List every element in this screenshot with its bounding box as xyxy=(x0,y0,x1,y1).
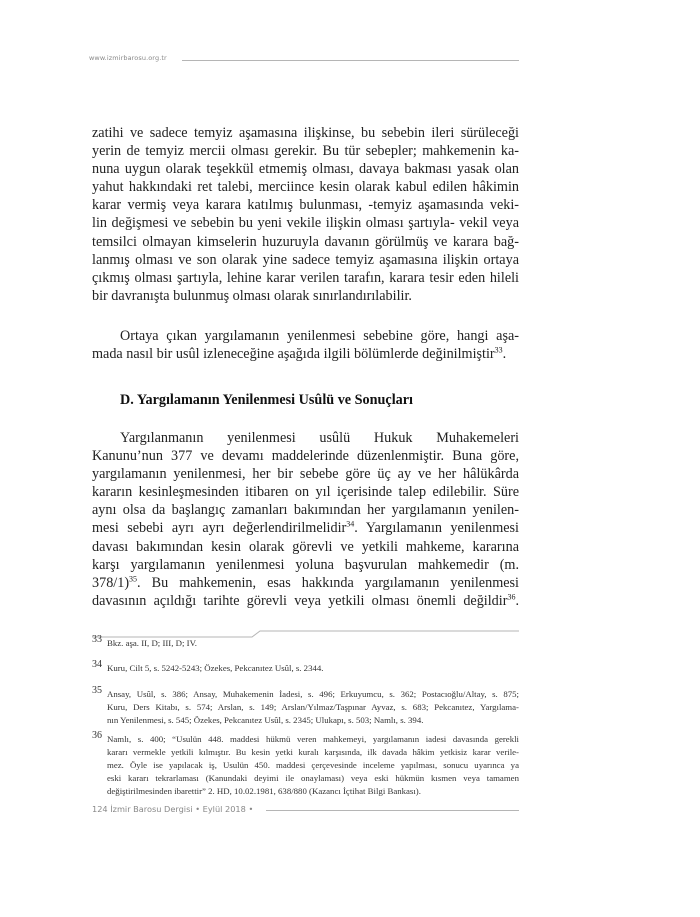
text-segment: . xyxy=(502,346,507,363)
footnote-number: 36 xyxy=(92,730,102,741)
text-line: Ortaya çıkan yargılamanın yenilenmesi sebebine göre, hangi aşa- xyxy=(120,328,519,344)
footnote-ref-36[interactable]: 36 xyxy=(507,592,516,602)
footnote-line: Namlı, s. 400; “Usulün 448. maddesi hükmü veren mahkemeyi, yargılamanın iadesi davasında gerekli xyxy=(107,734,519,744)
text-line xyxy=(92,519,519,537)
footnote-line: değiştirilmesinden ibarettir” 2. HD, 10.02.1981, 638/880 (Kazancı İçtihat Bilgi Bankası). xyxy=(107,785,421,796)
text-line: yahut hakkındaki ret talebi, merciince kesin olarak kabul edilen hâkimin xyxy=(92,179,519,196)
text-line: Kanunu’nun 377 ve devamı maddelerinde düzenlenmiştir. Buna göre, xyxy=(92,448,519,465)
text-segment: . Bu mahkemenin, esas hakkında yargılamanın yenilenmesi xyxy=(137,574,519,591)
text-segment: . xyxy=(515,592,519,609)
text-line: aynı olsa da başlangıç zamanları bakımından her yargılamanın yenilen- xyxy=(92,502,519,519)
text-line: kararın kesinleşmesinden itibaren on yıl içerisinde talep edilebilir. Süre xyxy=(92,484,519,501)
footnote-number: 33 xyxy=(92,634,102,645)
header-url: www.izmirbarosu.org.tr xyxy=(89,54,167,62)
text-segment: 378/1) xyxy=(92,574,130,591)
footnote-ref-34[interactable]: 34 xyxy=(346,519,355,529)
footnote-text xyxy=(107,688,519,727)
text-segment: davasının açıldığı tarihte görevli veya yetkili olması önemli değildir xyxy=(92,592,508,609)
text-line: bir davranışta bulunmuş olması olarak sınırlandırılabilir. xyxy=(92,287,412,304)
text-line xyxy=(92,574,519,592)
text-line: zatihi ve sadece temyiz aşamasına ilişkinse, bu sebebin ileri sürüleceği xyxy=(92,125,519,141)
footnote-line: Ansay, Usûl, s. 386; Ansay, Muhakemenin İadesi, s. 496; Erkuyumcu, s. 362; Postacıoğlu/Altay, s. 875; xyxy=(107,689,519,699)
paragraph-2 xyxy=(92,327,519,363)
footnote-line: Kuru, Cilt 5, s. 5242-5243; Özekes, Pekcanıtez Usûl, s. 2344. xyxy=(107,663,324,673)
footnote-text xyxy=(107,733,519,798)
text-line: lin değişmesi ve sebebin bu yeni vekile ilişkin olması şartıyla- vekil veya xyxy=(92,215,519,232)
footnote-number: 35 xyxy=(92,685,102,696)
footnote-text xyxy=(107,637,519,650)
text-line: yerin de temyiz mercii olması gerekir. Bu tür sebepler; mahkemenin ka- xyxy=(92,143,519,160)
section-heading: D. Yargılamanın Yenilenmesi Usûlü ve Sonuçları xyxy=(120,392,413,408)
text-line: davası bakımından kesin olarak görevli ve yetkili mahkeme, kararına xyxy=(92,538,519,555)
text-segment: mada nasıl bir usûl izleneceğine aşağıda ilgili bölümlerde değinilmiştir xyxy=(92,346,495,363)
footnote-line: kararı vermekle yetkili kılmıştır. Bu kesin yetki kuralı karşısında, ilk davada hâkim yetkisiz karar verile- xyxy=(107,746,519,757)
text-segment: . Yargılamanın yenilenmesi xyxy=(354,520,519,537)
text-line: nuna uygun olarak teşekkül etmemiş olması, davaya bakması yasak olan xyxy=(92,161,519,178)
footnote-text xyxy=(107,662,519,675)
text-line: karar vermiş veya karara katılmış bulunması, -temyiz aşamasında veki- xyxy=(92,197,519,214)
text-segment: mesi sebebi ayrı ayrı değerlendirilmelidir xyxy=(92,520,347,537)
paragraph-1 xyxy=(92,124,519,305)
text-line: lanmış olması ve son olarak yine sadece temyiz aşamasına ilişkin ortaya xyxy=(92,251,519,268)
text-line: çıkmış olması şartıyla, lehine karar verilen tarafın, karara tesir eden hileli xyxy=(92,269,519,286)
text-line: Yargılanmanın yenilenmesi usûlü Hukuk Muhakemeleri xyxy=(120,430,519,446)
text-line: karşı yargılamanın yenilenmesi yoluna başvurulan mahkemedir (m. xyxy=(92,556,519,573)
footnote-line: mez. Öyle ise yapılacak iş, Usulün 450. maddesi çerçevesinde inceleme yapılması, sonucu uyarınca ya xyxy=(107,759,519,770)
footnote-line: Kuru, Ders Kitabı, s. 574; Arslan, s. 149; Arslan/Yılmaz/Taşpınar Ayvaz, s. 683; Pekcanıtez, Yargılama- xyxy=(107,701,519,712)
text-line: yargılamanın yenilenmesi, her bir sebebe göre üç ay ve her hâlükârda xyxy=(92,466,519,483)
text-line xyxy=(92,345,519,363)
footer-rule xyxy=(266,810,519,811)
footnote-ref-33[interactable]: 33 xyxy=(494,345,503,355)
footnote-line: eski kararı tekrarlaması (Kanundaki deyimi ile onaylaması) veya eski hükmün kısmen veya tamamen xyxy=(107,772,519,783)
text-line xyxy=(92,592,519,610)
footnote-line: Bkz. aşa. II, D; III, D; IV. xyxy=(107,638,197,648)
footnote-number: 34 xyxy=(92,659,102,670)
footnote-line: nın Yenilenmesi, s. 545; Özekes, Pekcanıtez Usûl, s. 2345; Ulukapı, s. 503; Namlı, s. 394. xyxy=(107,714,424,725)
footnote-ref-35[interactable]: 35 xyxy=(129,574,138,584)
paragraph-3 xyxy=(92,429,519,610)
text-line: temsilci olmayan kimselerin huzuruyla davanın görülmüş ve karara bağ- xyxy=(92,233,519,250)
page-footer: 124 İzmir Barosu Dergisi • Eylül 2018 • xyxy=(92,804,254,814)
header-rule xyxy=(182,60,519,61)
